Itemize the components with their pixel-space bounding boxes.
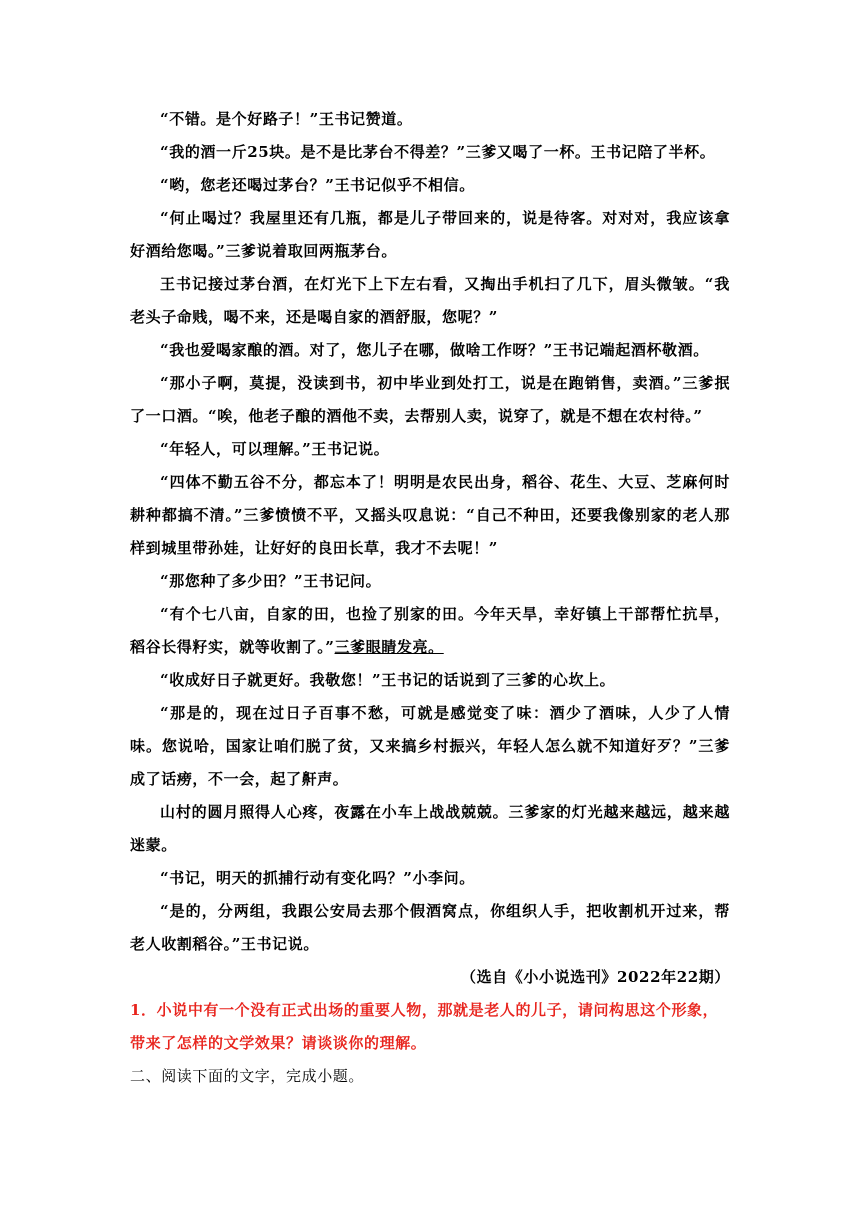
story-paragraph: “不错。是个好路子！”王书记赞道。: [160, 110, 413, 128]
underlined-sentence: 三爹眼睛发亮。: [334, 638, 444, 656]
story-paragraph: “我的酒一斤25块。是不是比茅台不得差？”三爹又喝了一杯。王书记陪了半杯。: [160, 143, 716, 161]
story-paragraph: “四体不勤五谷不分，都忘本了！明明是农民出身，稻谷、花生、大豆、芝麻何时耕种都搞不清。”三爹愤愤不平，又摇头叹息说：“自己不种田，还要我像别家的老人那样到城里带孙娃，让好好的良田长草，我才不去呢！”: [130, 473, 730, 557]
story-paragraph: “书记，明天的抓捕行动有变化吗？”小李问。: [160, 869, 475, 887]
story-paragraph: “年轻人，可以理解。”王书记说。: [160, 440, 390, 458]
story-paragraph: “那是的，现在过日子百事不愁，可就是感觉变了味：酒少了酒味，人少了人情味。您说哈，国家让咱们脱了贫，又来搞乡村振兴，年轻人怎么就不知道好歹？”三爹成了话痨，不一会，起了鼾声。: [130, 704, 730, 788]
section-2-heading: 二、阅读下面的文字，完成小题。: [130, 1067, 365, 1085]
story-paragraph: “哟，您老还喝过茅台？”王书记似乎不相信。: [160, 176, 475, 194]
story-paragraph: [130, 598, 730, 664]
story-paragraph: “我也爱喝家酿的酒。对了，您儿子在哪，做啥工作呀？”王书记端起酒杯敬酒。: [160, 341, 709, 359]
story-paragraph: 王书记接过茅台酒，在灯光下上下左右看，又掏出手机扫了几下，眉头微皱。“我老头子命贱，喝不来，还是喝自家的酒舒服，您呢？”: [130, 275, 730, 326]
story-paragraph: “是的，分两组，我跟公安局去那个假酒窝点，你组织人手，把收割机开过来，帮老人收割稻谷。”王书记说。: [130, 902, 730, 953]
story-paragraph: “何止喝过？我屋里还有几瓶，都是儿子带回来的，说是待客。对对对，我应该拿好酒给您喝。”三爹说着取回两瓶茅台。: [130, 209, 730, 260]
question-1: 1．小说中有一个没有正式出场的重要人物，那就是老人的儿子，请问构思这个形象，带来了怎样的文学效果？请谈谈你的理解。: [130, 1001, 719, 1052]
story-paragraph: “那您种了多少田？”王书记问。: [160, 572, 382, 590]
story-paragraph: “那小子啊，莫提，没读到书，初中毕业到处打工，说是在跑销售，卖酒。”三爹抿了一口酒。“唉，他老子酿的酒他不卖，去帮别人卖，说穿了，就是不想在农村待。”: [130, 374, 730, 425]
story-paragraph: 山村的圆月照得人心疼，夜露在小车上战战兢兢。三爹家的灯光越来越远，越来越迷蒙。: [130, 803, 730, 854]
source-citation: （选自《小小说选刊》2022年22期）: [460, 968, 730, 986]
story-paragraph: “收成好日子就更好。我敬您！”王书记的话说到了三爹的心坎上。: [160, 671, 616, 689]
paragraph-text: “有个七八亩，自家的田，也捡了别家的田。今年天旱，幸好镇上干部帮忙抗旱，稻谷长得籽实，就等收割了。”: [130, 605, 730, 656]
document-page: [130, 103, 730, 1093]
